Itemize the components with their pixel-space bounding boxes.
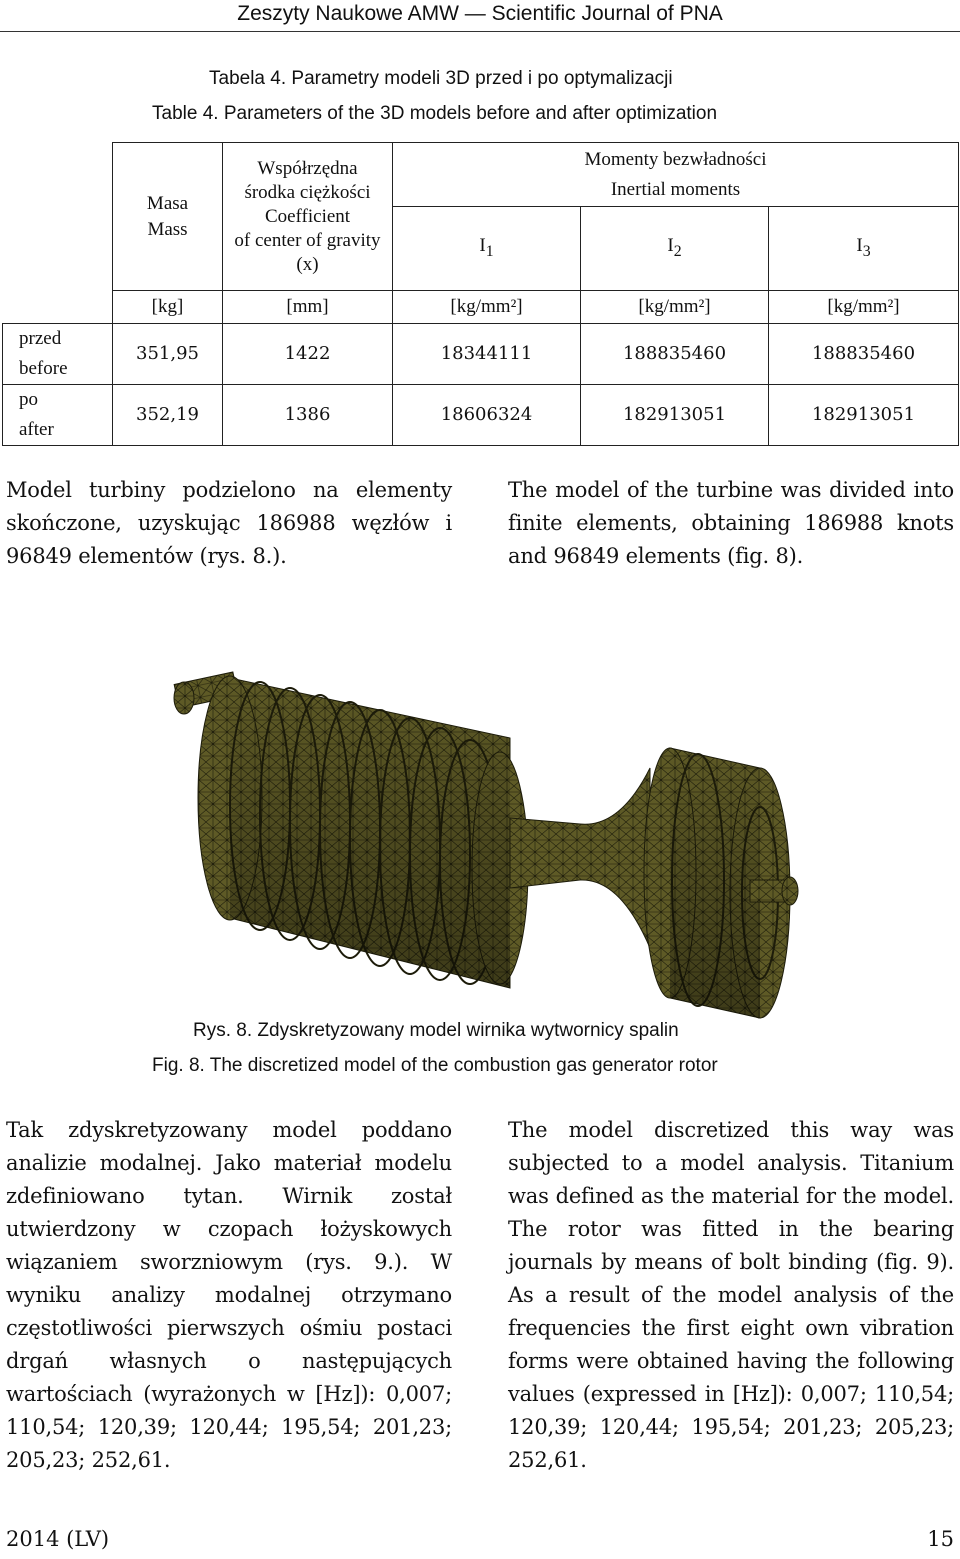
paragraph-pl-1: Model turbiny podzielono na elementy skończone, uzyskując 186988 węzłów i 96849 elementów (rys. 8.). xyxy=(6,478,452,568)
cell: 1386 xyxy=(223,385,393,446)
moment-i1-header: $I_1$ xyxy=(393,207,581,291)
unit-i2: [kg/mm²] xyxy=(581,291,769,324)
unit-i1: [kg/mm²] xyxy=(393,291,581,324)
row-label-before: przed before xyxy=(3,324,113,385)
parameters-table xyxy=(2,142,959,446)
paragraph-en-1: The model of the turbine was divided into finite elements, obtaining 186988 knots and 96849 elements (fig. 8). xyxy=(508,478,954,568)
rotor-mesh-figure xyxy=(150,618,810,1028)
cell: 188835460 xyxy=(769,324,959,385)
mass-header: Masa Mass xyxy=(113,143,223,291)
table-row xyxy=(3,385,959,446)
page-number: 15 xyxy=(927,1527,954,1551)
paragraph-en-2: The model discretized this way was subjected to a model analysis. Titanium was defined as the material for the model. The rotor was fitted in the bearing journals by means of bolt binding (fig. 9). As a result of the model analysis of the frequencies the first eight own vibration forms were obtained having the following values (expressed in [Hz]): 0,007; 110,54; 120,39; 120,44; 195,54; 201,23; 205,23; 252,61. xyxy=(508,1118,954,1472)
paragraph-pl-2: Tak zdyskretyzowany model poddano analizie modalnej. Jako materiał modelu zdefiniowano tytan. Wirnik został utwierdzony w czopach łożyskowych wiązaniem sworzniowym (rys. 9.). W wyniku analizy modalnej otrzymano częstotliwości pierwszych ośmiu postaci drgań własnych o następujących wartościach (wyrażonych w [Hz]): 0,007; 110,54; 120,39; 120,44; 195,54; 201,23; 205,23; 252,61. xyxy=(6,1118,452,1472)
unit-i3: [kg/mm²] xyxy=(769,291,959,324)
cell: 182913051 xyxy=(769,385,959,446)
cell: 182913051 xyxy=(581,385,769,446)
compressor-drum xyxy=(198,676,528,988)
cell: 188835460 xyxy=(581,324,769,385)
row-label-after: po after xyxy=(3,385,113,446)
center-of-gravity-header: Współrzędna środka ciężkości Coefficient of center of gravity (x) xyxy=(223,143,393,291)
cell: 352,19 xyxy=(113,385,223,446)
table-row xyxy=(3,324,959,385)
inertial-moments-header: Momenty bezwładności Inertial moments xyxy=(393,143,959,207)
left-shaft-end xyxy=(174,682,194,714)
cell: 18344111 xyxy=(393,324,581,385)
figure-caption-en: Fig. 8. The discretized model of the combustion gas generator rotor xyxy=(152,1055,718,1076)
table-caption-pl: Tabela 4. Parametry modeli 3D przed i po optymalizacji xyxy=(209,68,673,89)
figure-caption-pl: Rys. 8. Zdyskretyzowany model wirnika wytwornicy spalin xyxy=(193,1020,679,1041)
unit-cog: [mm] xyxy=(223,291,393,324)
moment-i3-header: $I_3$ xyxy=(769,207,959,291)
footer-issue: 2014 (LV) xyxy=(6,1527,110,1551)
right-shaft-end xyxy=(782,877,798,905)
moment-i2-header: $I_2$ xyxy=(581,207,769,291)
running-header: Zeszyty Naukowe AMW — Scientific Journal of PNA xyxy=(237,2,723,25)
central-shaft xyxy=(510,768,650,948)
cell: 18606324 xyxy=(393,385,581,446)
cell: 351,95 xyxy=(113,324,223,385)
table-caption-en: Table 4. Parameters of the 3D models before and after optimization xyxy=(152,103,718,124)
header-rule xyxy=(0,31,960,32)
cell: 1422 xyxy=(223,324,393,385)
unit-mass: [kg] xyxy=(113,291,223,324)
